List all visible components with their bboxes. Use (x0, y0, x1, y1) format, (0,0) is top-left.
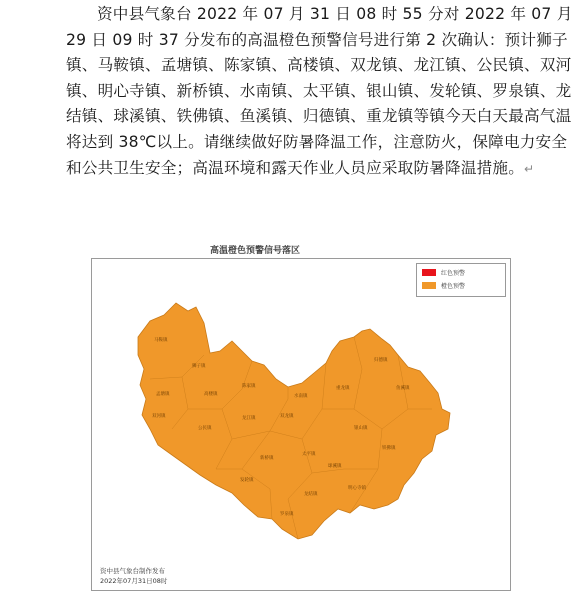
town-label: 马鞍镇 (154, 338, 168, 343)
notice-body: 资中县气象台 2022 年 07 月 31 日 08 时 55 分对 2022 年 07 月 29 日 09 时 37 分发布的高温橙色预警信号进行第 2 次确认：预计狮子镇、马鞍镇、孟塘镇、陈家镇、高楼镇、双龙镇、龙江镇、公民镇、双河镇、明心寺镇、新桥镇、水南镇、太平镇、银山镇、发轮镇、罗泉镇、龙结镇、球溪镇、铁佛镇、鱼溪镇、归德镇、重龙镇等镇今天白天最高气温将达到 38℃以上。请继续做好防暑降温工作，注意防火，保障电力安全和公共卫生安全；高温环境和露天作业人员应采取防暑降温措施。 (66, 5, 573, 177)
town-label: 罗泉镇 (280, 512, 294, 517)
map-title: 高温橙色预警信号落区 (210, 246, 301, 256)
town-label: 狮子镇 (192, 364, 206, 369)
town-label: 重龙镇 (336, 386, 350, 391)
legend-label-orange: 橙色预警 (441, 283, 466, 290)
map-issue-time: 2022年07月31日08时 (100, 577, 168, 585)
town-label: 鱼溪镇 (396, 386, 410, 391)
map-legend (416, 263, 506, 297)
town-label: 双河镇 (152, 414, 166, 419)
return-mark-icon: ↵ (524, 161, 535, 176)
town-label: 铁佛镇 (382, 446, 396, 451)
legend-swatch-orange (422, 282, 436, 289)
town-label: 银山镇 (354, 426, 368, 431)
town-label: 高楼镇 (204, 392, 218, 397)
town-label: 龙结镇 (304, 492, 318, 497)
town-label: 公民镇 (198, 426, 212, 431)
map-issuer: 资中县气象台制作发布 (100, 567, 165, 575)
legend-row-red (422, 268, 505, 277)
warning-map-frame (91, 258, 511, 591)
town-label: 孟塘镇 (156, 392, 170, 397)
legend-label-red: 红色预警 (441, 270, 466, 277)
town-label: 归德镇 (374, 358, 388, 363)
town-label: 球溪镇 (328, 464, 342, 469)
legend-swatch-red (422, 269, 436, 276)
town-label: 新桥镇 (260, 456, 274, 461)
town-label: 陈家镇 (242, 384, 256, 389)
town-label: 龙江镇 (242, 416, 256, 421)
town-label: 双龙镇 (280, 414, 294, 419)
town-label: 发轮镇 (240, 478, 254, 483)
warning-notice-text (66, 2, 574, 182)
town-label: 明心寺镇 (348, 486, 366, 491)
county-region-shape (138, 303, 450, 539)
warning-region-map (92, 259, 512, 592)
town-label: 太平镇 (302, 452, 316, 457)
legend-row-orange (422, 281, 505, 290)
town-label: 水南镇 (294, 394, 308, 399)
